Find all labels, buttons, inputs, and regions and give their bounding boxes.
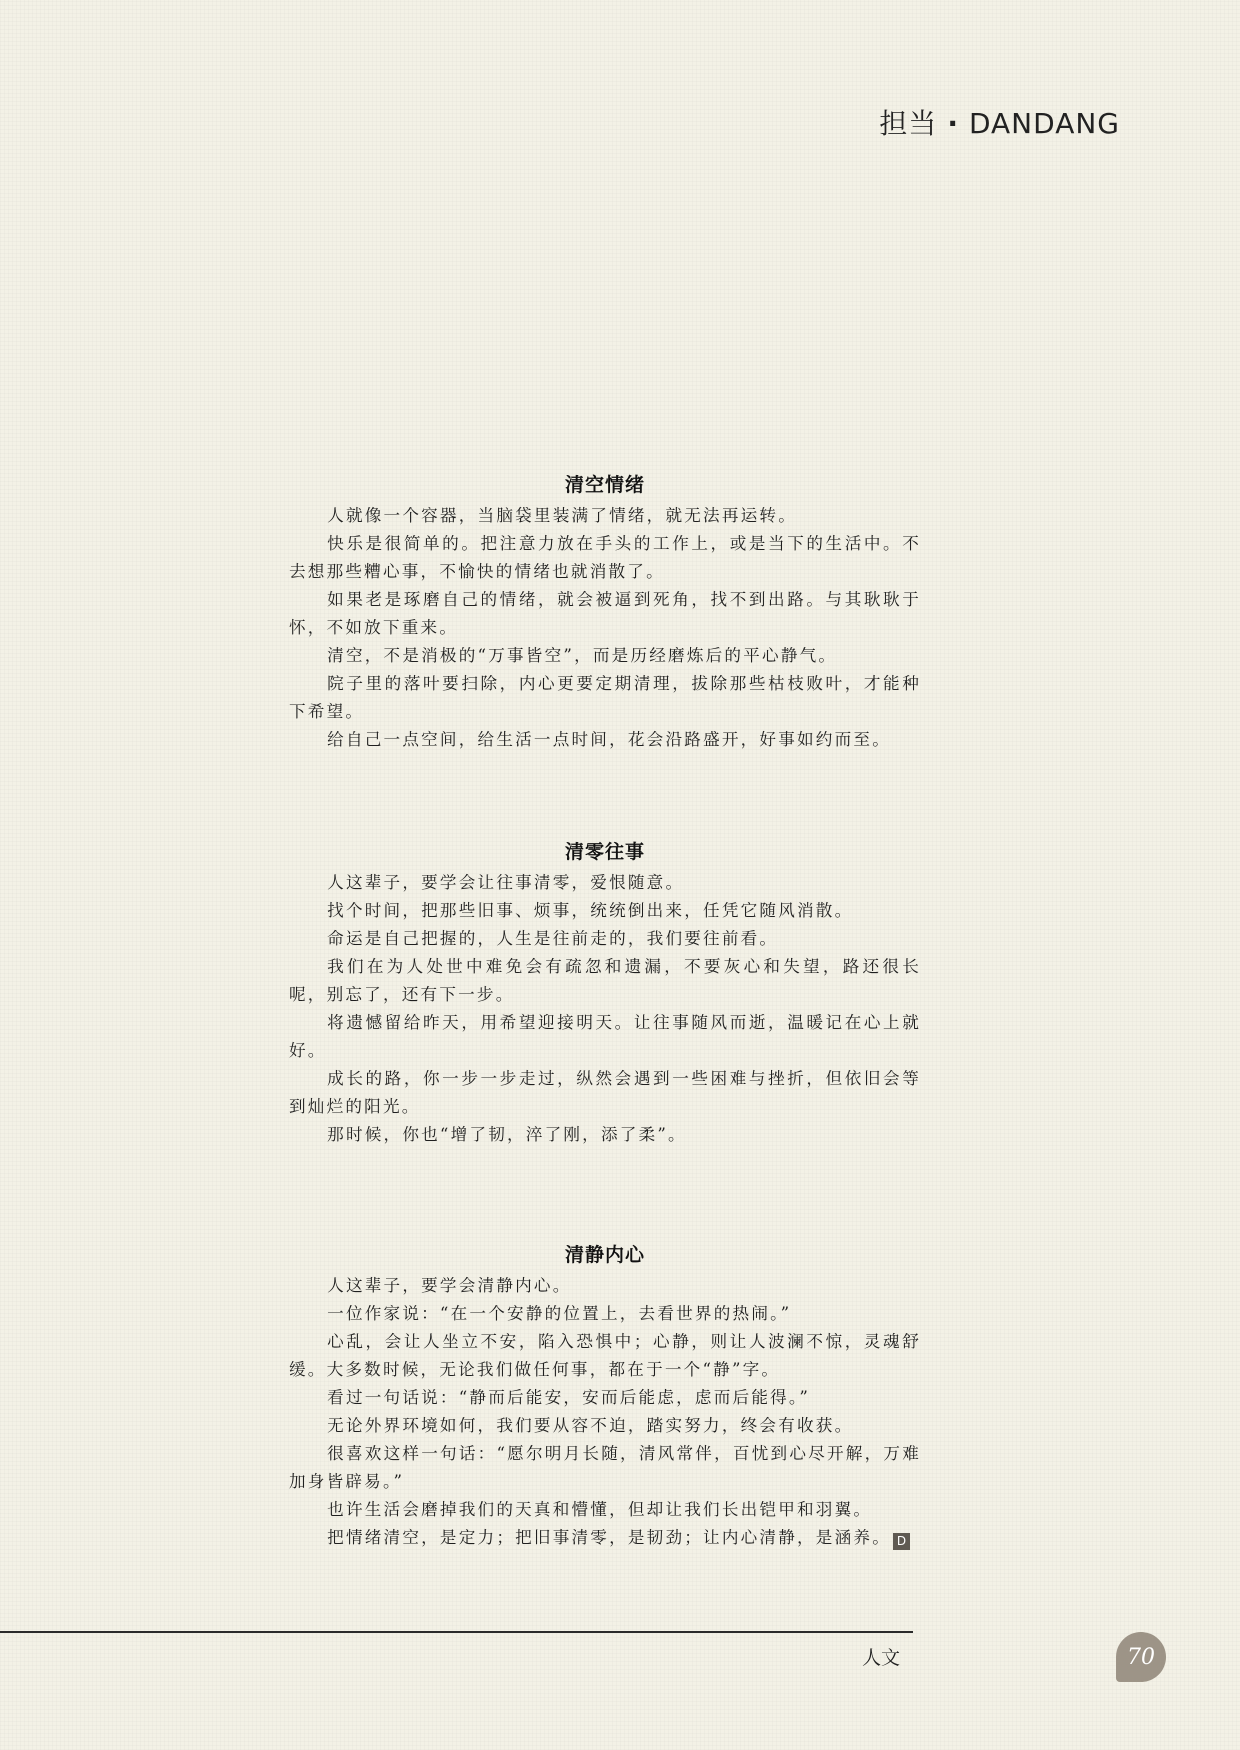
header-en-title: DANDANG (968, 107, 1120, 140)
section-reset-past (289, 837, 921, 1149)
section-title: 清静内心 (564, 1244, 645, 1266)
header-separator: · (947, 107, 959, 140)
paragraph: 快乐是很简单的。把注意力放在手头的工作上，或是当下的生活中。不去想那些糟心事，不愉快的情绪也就消散了。 (289, 534, 921, 581)
paragraph: 人这辈子，要学会让往事清零，爱恨随意。 (327, 873, 685, 892)
section-clear-emotions (289, 470, 921, 754)
footer-section-label: 人文 (862, 1647, 901, 1669)
paragraph: 一位作家说：“在一个安静的位置上，去看世界的热闹。” (327, 1304, 792, 1323)
paragraph: 成长的路，你一步一步走过，纵然会遇到一些困难与挫折，但依旧会等到灿烂的阳光。 (289, 1069, 921, 1116)
paragraph: 心乱，会让人坐立不安，陷入恐惧中；心静，则让人波澜不惊，灵魂舒缓。大多数时候，无论我们做任何事，都在于一个“静”字。 (289, 1332, 921, 1379)
paragraph: 如果老是琢磨自己的情绪，就会被逼到死角，找不到出路。与其耿耿于怀，不如放下重来。 (289, 590, 921, 637)
paragraph: 院子里的落叶要扫除，内心更要定期清理，拔除那些枯枝败叶，才能种下希望。 (289, 674, 921, 721)
paragraph: 那时候，你也“增了韧，淬了刚，添了柔”。 (327, 1125, 687, 1144)
header-cn-title: 担当 (879, 107, 938, 140)
paragraph: 将遗憾留给昨天，用希望迎接明天。让往事随风而逝，温暖记在心上就好。 (289, 1013, 921, 1060)
paragraph: 我们在为人处世中难免会有疏忽和遗漏，不要灰心和失望，路还很长呢，别忘了，还有下一步。 (289, 957, 921, 1004)
paragraph: 命运是自己把握的，人生是往前走的，我们要往前看。 (327, 929, 779, 948)
paragraph-text: 把情绪清空，是定力；把旧事清零，是韧劲；让内心清静，是涵养。 (327, 1528, 891, 1547)
page-number-badge (1116, 1632, 1166, 1682)
paragraph: 清空，不是消极的“万事皆空”，而是历经磨炼后的平心静气。 (327, 646, 838, 665)
paragraph: 给自己一点空间，给生活一点时间，花会沿路盛开，好事如约而至。 (327, 730, 891, 749)
paragraph: 看过一句话说：“静而后能安，安而后能虑，虑而后能得。” (327, 1388, 811, 1407)
section-title: 清零往事 (564, 841, 645, 863)
paragraph: 人这辈子，要学会清静内心。 (327, 1276, 572, 1295)
section-title: 清空情绪 (564, 474, 645, 496)
magazine-header (879, 102, 1120, 142)
paragraph: 很喜欢这样一句话：“愿尔明月长随，清风常伴，百忧到心尽开解，万难加身皆辟易。” (289, 1444, 921, 1491)
paragraph: 找个时间，把那些旧事、烦事，统统倒出来，任凭它随风消散。 (327, 901, 854, 920)
paragraph: 也许生活会磨掉我们的天真和懵懂，但却让我们长出铠甲和羽翼。 (327, 1500, 873, 1519)
page-number: 70 (1127, 1645, 1155, 1670)
footer-divider (0, 1631, 913, 1633)
end-mark-icon: D (893, 1533, 910, 1550)
paragraph-last (289, 1524, 921, 1552)
paragraph: 人就像一个容器，当脑袋里装满了情绪，就无法再运转。 (327, 506, 798, 525)
paragraph: 无论外界环境如何，我们要从容不迫，踏实努力，终会有收获。 (327, 1416, 854, 1435)
section-calm-heart (289, 1240, 921, 1552)
